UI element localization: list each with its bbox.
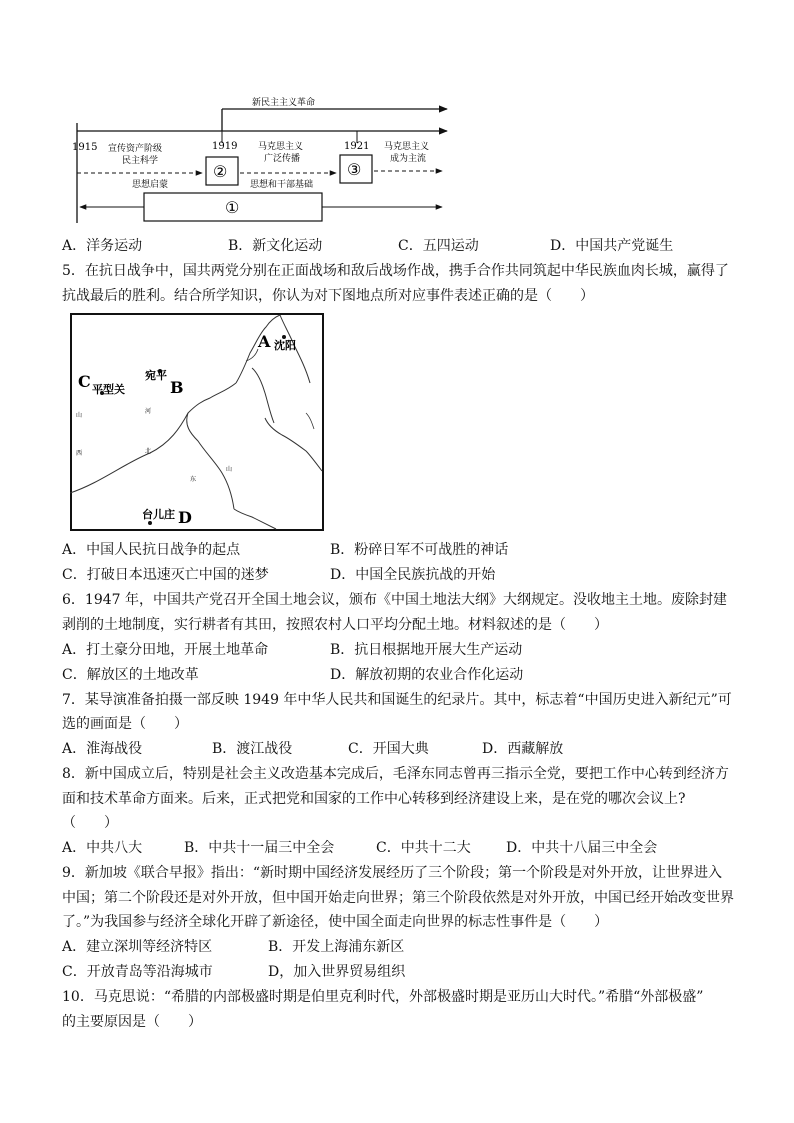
q5-option-d[interactable]: D．中国全民族抗战的开始: [330, 567, 496, 583]
q8-option-c[interactable]: C．中共十二大: [376, 840, 471, 856]
label-marx-spread-1: 马克思主义: [258, 142, 304, 152]
map-prov-shan: 山: [76, 412, 83, 419]
q8-option-d[interactable]: D．中共十八届三中全会: [506, 840, 658, 856]
q7-option-b[interactable]: B．渡江战役: [212, 741, 293, 757]
q7-stem-line-1: 7．某导演准备拍摄一部反映 1949 年中华人民共和国诞生的纪录片。其中，标志着“中国历史进入新纪元”可: [62, 692, 732, 708]
map-label-taierzhuang: 台儿庄: [142, 508, 175, 521]
q6-stem-line-2: 剥削的土地制度，实行耕者有其田，按照农村人口平均分配土地。材料叙述的是（ ）: [62, 617, 608, 633]
map-prov-shan2: 山: [226, 466, 233, 473]
q8-option-b[interactable]: B．中共十一届三中全会: [184, 840, 335, 856]
year-1915: 1915: [72, 142, 98, 153]
label-marx-main-1: 马克思主义: [384, 142, 430, 152]
q5-option-b[interactable]: B．粉碎日军不可战胜的神话: [330, 542, 509, 558]
box-2-label: ②: [213, 162, 228, 181]
year-1919: 1919: [212, 141, 238, 152]
map-label-wanping: 宛平: [145, 369, 167, 382]
q6-option-b[interactable]: B．抗日根据地开展大生产运动: [330, 642, 523, 658]
q9-stem-line-1: 9．新加坡《联合早报》指出：“新时期中国经济发展经历了三个阶段；第一个阶段是对外开放，让世界进入: [62, 865, 723, 881]
map-prov-xi: 西: [76, 450, 83, 457]
q9-option-b[interactable]: B．开发上海浦东新区: [268, 939, 405, 955]
map-prov-he: 河: [145, 408, 152, 415]
label-new-democratic-revolution: 新民主主义革命: [252, 98, 316, 108]
q6-option-c[interactable]: C．解放区的土地改革: [62, 667, 199, 683]
q5-option-c[interactable]: C．打破日本迅速灭亡中国的迷梦: [62, 567, 269, 583]
q9-option-d[interactable]: D，加入世界贸易组织: [268, 964, 406, 980]
map-prov-bei: 北: [145, 448, 152, 455]
q6-stem-line-1: 6．1947 年，中国共产党召开全国土地会议，颁布《中国土地法大纲》大纲规定。没收地主土地。废除封建: [62, 592, 727, 608]
battle-map: [70, 313, 324, 531]
q9-option-c[interactable]: C．开放青岛等沿海城市: [62, 964, 213, 980]
timeline-diagram: [72, 95, 452, 230]
q4-option-d[interactable]: D．中国共产党诞生: [550, 238, 674, 254]
label-dem-sci-1: 宣传资产阶级: [108, 144, 163, 154]
label-marx-main-2: 成为主流: [390, 154, 427, 164]
q6-option-d[interactable]: D．解放初期的农业合作化运动: [330, 667, 524, 683]
map-label-c: C: [78, 372, 91, 391]
q10-stem-line-2: 的主要原因是（ ）: [62, 1014, 202, 1030]
year-1921: 1921: [344, 141, 370, 152]
q4-option-a[interactable]: A．洋务运动: [62, 238, 143, 254]
label-marx-spread-2: 广泛传播: [264, 154, 301, 164]
q10-stem-line-1: 10．马克思说：“希腊的内部极盛时期是伯里克利时代，外部极盛时期是亚历山大时代。”希腊“外部极盛”: [62, 989, 704, 1005]
q9-stem-line-3: 了。”为我国参与经济全球化开辟了新途径，使中国全面走向世界的标志性事件是（ ）: [62, 914, 609, 930]
label-foundation: 思想和干部基础: [250, 180, 314, 190]
q7-option-d[interactable]: D．西藏解放: [482, 741, 564, 757]
box-1-label: ①: [225, 198, 240, 217]
q7-stem-line-2: 选的画面是（ ）: [62, 716, 188, 732]
map-label-b: B: [170, 378, 184, 397]
q5-option-a[interactable]: A．中国人民抗日战争的起点: [62, 542, 241, 558]
label-enlightenment: 思想启蒙: [132, 180, 169, 190]
map-label-shenyang: 沈阳: [274, 339, 296, 352]
map-label-d: D: [178, 508, 192, 527]
q8-option-a[interactable]: A．中共八大: [62, 840, 143, 856]
q9-stem-line-2: 中国；第二个阶段还是对外开放，但中国开始走向世界；第三个阶段依然是对外开放，中国已经开始改变世界: [62, 890, 734, 906]
q4-option-b[interactable]: B．新文化运动: [228, 238, 323, 254]
q7-option-c[interactable]: C．开国大典: [348, 741, 429, 757]
label-dem-sci-2: 民主科学: [122, 156, 159, 166]
box-3-label: ③: [347, 160, 362, 179]
map-label-a: A: [258, 332, 271, 351]
taierzhuang-dot: [148, 521, 152, 525]
q6-option-a[interactable]: A．打土豪分田地，开展土地革命: [62, 642, 269, 658]
q9-option-a[interactable]: A．建立深圳等经济特区: [62, 939, 213, 955]
q8-stem-line-2: 面和技术革命方面来。后来，正式把党和国家的工作中心转移到经济建设上来，是在党的哪次会议上?: [62, 791, 686, 807]
q5-stem-line-1: 5．在抗日战争中，国共两党分别在正面战场和敌后战场作战，携手合作共同筑起中华民族血肉长城，赢得了: [62, 263, 729, 279]
map-label-pingxingguan: 平型关: [92, 383, 125, 396]
q8-stem-line-1: 8．新中国成立后，特别是社会主义改造基本完成后，毛泽东同志曾再三指示全党，要把工作中心转到经济方: [62, 766, 729, 782]
q8-stem-line-3: （ ）: [62, 815, 118, 831]
q5-stem-line-2: 抗战最后的胜利。结合所学知识，你认为对下图地点所对应事件表述正确的是（ ）: [62, 288, 594, 304]
q4-option-c[interactable]: C．五四运动: [398, 238, 479, 254]
q7-option-a[interactable]: A．淮海战役: [62, 741, 143, 757]
map-prov-dong: 东: [190, 476, 197, 483]
